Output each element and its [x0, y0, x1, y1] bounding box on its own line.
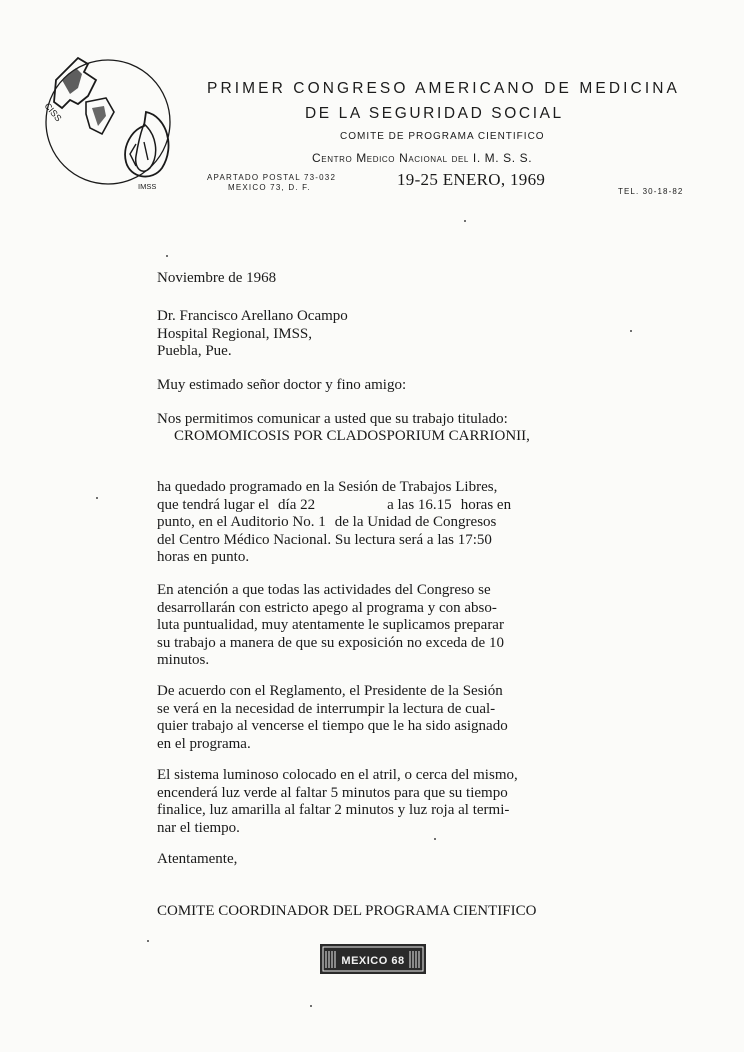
schedule-line-1: ha quedado programado en la Sesión de Trabajos Libres,: [157, 479, 498, 495]
punctuality-line-2: desarrollarán con estricto apego al programa y con abso-: [157, 599, 497, 616]
paragraph-light-system: [157, 767, 518, 837]
speck: [434, 838, 436, 840]
schedule-line-4: del Centro Médico Nacional. Su lectura será a las 17:50: [157, 531, 492, 548]
center-name: Centro Medico Nacional del I. M. S. S.: [312, 151, 533, 165]
telephone: TEL. 30-18-82: [618, 187, 684, 196]
recipient-city: Puebla, Pue.: [157, 343, 232, 359]
committee-name: COMITE DE PROGRAMA CIENTIFICO: [340, 131, 545, 142]
speck: [166, 255, 168, 257]
paragraph-punctuality: [157, 582, 504, 670]
congress-title: PRIMER CONGRESO AMERICANO DE MEDICINA: [207, 80, 680, 97]
schedule-line-3b: de la Unidad de Congresos: [334, 514, 497, 530]
logo-imss-text: IMSS: [138, 182, 157, 190]
schedule-line-5: horas en punto.: [157, 549, 250, 565]
light-line-2: encenderá luz verde al faltar 5 minutos para que su tiempo: [157, 784, 508, 801]
congress-subtitle: DE LA SEGURIDAD SOCIAL: [305, 105, 564, 122]
recipient-block: [157, 308, 348, 361]
congress-logo: [26, 50, 186, 190]
light-line-3: finalice, luz amarilla al faltar 2 minutos y luz roja al termi-: [157, 802, 510, 818]
punctuality-line-4: su trabajo a manera de que su exposición no exceda de 10: [157, 634, 504, 651]
logo-ciss-text: CISS: [42, 100, 64, 124]
seal-text: MEXICO 68: [341, 955, 405, 967]
light-line-1: El sistema luminoso colocado en el atril, o cerca del mismo,: [157, 767, 518, 783]
recipient-institution: Hospital Regional, IMSS,: [157, 325, 313, 342]
regulation-line-4: en el programa.: [157, 735, 251, 752]
paragraph-regulation: [157, 683, 508, 753]
punctuality-line-3: luta puntualidad, muy atentamente le suplicamos preparar: [157, 617, 504, 633]
mexico-68-seal: [320, 944, 426, 974]
speck: [310, 1005, 312, 1007]
schedule-line-3: [157, 514, 511, 532]
intro-line: Nos permitimos comunicar a usted que su trabajo titulado:: [157, 411, 508, 427]
schedule-line-2d: horas en: [460, 496, 512, 513]
work-title: CROMOMICOSIS POR CLADOSPORIUM CARRIONII,: [174, 428, 530, 444]
session-time: a las 16.15: [387, 496, 452, 513]
punctuality-line-1: En atención a que todas las actividades del Congreso se: [157, 582, 491, 598]
speck: [147, 940, 149, 942]
light-line-4: nar el tiempo.: [157, 819, 240, 836]
postal-city: MEXICO 73, D. F.: [228, 183, 311, 192]
regulation-line-1: De acuerdo con el Reglamento, el Presidente de la Sesión: [157, 683, 503, 699]
signature: COMITE COORDINADOR DEL PROGRAMA CIENTIFICO: [157, 903, 537, 919]
postal-address: [207, 173, 336, 193]
paragraph-schedule: [157, 479, 511, 567]
regulation-line-2: se verá en la necesidad de interrumpir la lectura de cual-: [157, 700, 496, 717]
congress-dates: 19-25 ENERO, 1969: [397, 170, 546, 189]
schedule-line-2: [157, 497, 511, 515]
letter-date: Noviembre de 1968: [157, 270, 277, 286]
postal-box: APARTADO POSTAL 73-032: [207, 173, 337, 182]
closing: Atentamente,: [157, 851, 238, 867]
recipient-name: Dr. Francisco Arellano Ocampo: [157, 308, 348, 324]
speck: [464, 220, 466, 222]
salutation: Muy estimado señor doctor y fino amigo:: [157, 377, 407, 393]
speck: [96, 497, 98, 499]
auditorium: punto, en el Auditorio No. 1: [157, 514, 326, 530]
speck: [630, 330, 632, 332]
schedule-line-2a: que tendrá lugar el: [157, 496, 270, 513]
session-day: día 22: [278, 496, 316, 513]
punctuality-line-5: minutos.: [157, 652, 210, 668]
regulation-line-3: quier trabajo al vencerse el tiempo que le ha sido asignado: [157, 718, 508, 734]
